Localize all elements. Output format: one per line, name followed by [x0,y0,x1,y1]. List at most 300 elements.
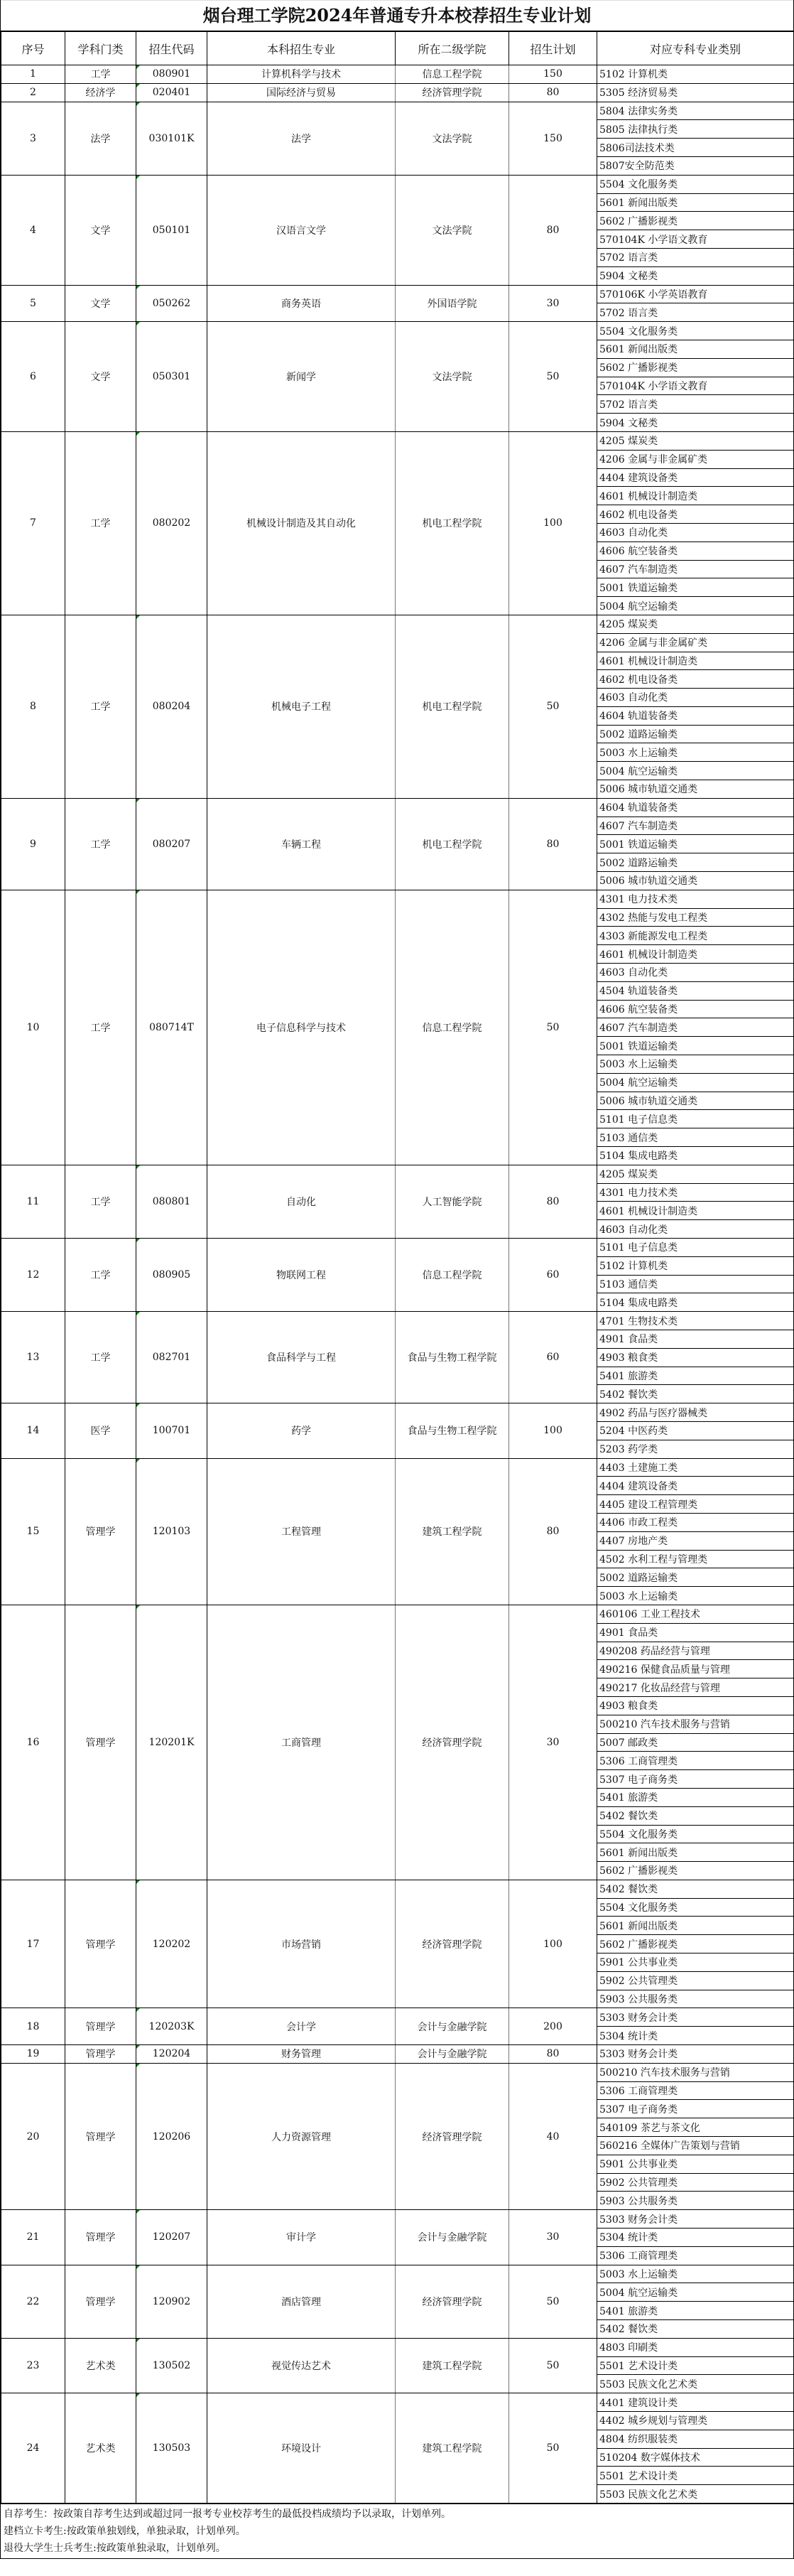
specialty-category: 5204 中医药类 [597,1421,794,1440]
specialty-category: 5805 法律执行类 [597,120,794,139]
row-plan-text: 80 [546,1526,560,1538]
cell-marker-icon [136,615,140,619]
row-major-text: 视觉传达艺术 [271,2361,331,2372]
row-category [65,1165,136,1238]
specialty-category: 5503 民族文化艺术类 [597,2485,794,2504]
specialty-category: 5303 财务会计类 [597,2008,794,2027]
row-college-text: 会计与金融学院 [417,2232,487,2244]
table-row [1,322,794,340]
row-code [136,285,207,322]
row-plan-text: 50 [546,2360,560,2371]
row-number-text: 15 [26,1526,40,1538]
specialty-category: 4205 煤炭类 [597,431,794,450]
row-college-text: 经济管理学院 [422,2131,482,2143]
row-number-text: 9 [30,838,36,850]
row-number-text: 21 [26,2231,40,2243]
row-category [65,798,136,890]
table-header-row [1,31,794,65]
specialty-category: 5306 工商管理类 [597,2081,794,2100]
specialty-category: 4502 水利工程与管理类 [597,1550,794,1568]
row-college [396,615,509,798]
specialty-category: 5602 广播影视类 [597,1935,794,1953]
row-category-text: 管理学 [85,1526,116,1538]
specialty-category: 4603 自动化类 [597,964,794,982]
specialty-category: 500210 汽车技术服务与营销 [597,1715,794,1733]
row-college-text: 经济管理学院 [422,87,482,99]
row-code [136,102,207,175]
row-college [396,890,509,1165]
specialty-category: 490217 化妆品经营与管理 [597,1678,794,1697]
row-category [65,2338,136,2393]
specialty-category: 5002 道路运输类 [597,853,794,872]
cell-marker-icon [136,322,140,325]
row-code-text: 120202 [152,1938,191,1950]
specialty-category: 5002 道路运输类 [597,725,794,743]
row-number-text: 14 [26,1425,40,1437]
specialty-category: 4302 热能与发电工程类 [597,908,794,927]
row-category-text: 艺术类 [85,2361,116,2372]
specialty-category: 5902 公共管理类 [597,2173,794,2192]
row-college-text: 经济管理学院 [422,2296,482,2308]
row-major-text: 车辆工程 [281,839,321,851]
row-number-text: 19 [26,2048,40,2060]
row-college-text: 外国语学院 [427,298,477,310]
specialty-category: 5103 通信类 [597,1128,794,1147]
specialty-category: 560216 全媒体广告策划与营销 [597,2137,794,2155]
table-row [1,2045,794,2064]
specialty-category: 5001 铁道运输类 [597,1037,794,1055]
row-number [1,1880,65,2008]
specialty-category: 4701 生物技术类 [597,1312,794,1330]
row-major-text: 汉语言文学 [276,225,326,237]
row-category [65,1880,136,2008]
row-college [396,2008,509,2045]
row-number-text: 18 [26,2020,40,2032]
specialty-category: 5103 通信类 [597,1275,794,1293]
row-code-text: 050101 [152,224,191,236]
row-college [396,431,509,615]
row-number [1,2338,65,2393]
row-plan [509,175,597,285]
row-number-text: 23 [26,2360,40,2371]
row-number [1,2045,65,2064]
specialty-category: 5004 航空运输类 [597,2283,794,2302]
row-number [1,1605,65,1880]
specialty-category: 4206 金属与非金属矿类 [597,450,794,468]
specialty-category: 5002 道路运输类 [597,1568,794,1587]
row-number [1,2265,65,2338]
row-code-text: 082701 [152,1352,191,1364]
row-college [396,2338,509,2393]
specialty-category: 5602 广播影视类 [597,212,794,230]
specialty-category: 4803 印刷类 [597,2338,794,2356]
table-row [1,1165,794,1183]
row-category-text: 管理学 [85,2296,116,2308]
row-college-text: 会计与金融学院 [417,2021,487,2033]
specialty-category: 4206 金属与非金属矿类 [597,633,794,652]
table-row [1,431,794,450]
specialty-category: 510204 数字媒体技术 [597,2448,794,2467]
row-plan-text: 50 [546,2442,560,2454]
row-code [136,798,207,890]
row-major-text: 电子信息科学与技术 [256,1022,346,1034]
row-major-text: 审计学 [286,2232,316,2244]
row-number-text: 3 [30,132,36,144]
row-college-text: 建筑工程学院 [422,2443,482,2455]
row-plan [509,1239,597,1312]
specialty-category: 5807安全防范类 [597,156,794,175]
specialty-category: 4604 轨道装备类 [597,706,794,725]
row-plan [509,1458,597,1605]
row-category-text: 文学 [90,225,111,237]
specialty-category: 5904 文秘类 [597,414,794,432]
row-major [207,2045,396,2064]
specialty-category: 5102 计算机类 [597,65,794,84]
specialty-category: 4901 食品类 [597,1330,794,1348]
specialty-category: 4205 煤炭类 [597,615,794,633]
row-major-text: 自动化 [286,1196,316,1208]
row-number-text: 4 [30,224,36,236]
row-code [136,2008,207,2045]
cell-marker-icon [136,2339,140,2342]
row-number-text: 6 [30,371,36,383]
specialty-category: 5503 民族文化艺术类 [597,2375,794,2393]
row-college [396,2393,509,2504]
row-plan [509,2338,597,2393]
row-code [136,2210,207,2265]
row-category-text: 工学 [90,839,111,851]
specialty-category: 5702 语言类 [597,395,794,414]
row-category [65,615,136,798]
row-plan-text: 30 [546,297,560,309]
row-major [207,1458,396,1605]
specialty-category: 5101 电子信息类 [597,1239,794,1257]
row-number-text: 24 [26,2442,40,2454]
specialty-category: 4401 建筑设计类 [597,2393,794,2412]
specialty-category: 5303 财务会计类 [597,2045,794,2064]
row-number [1,615,65,798]
row-major [207,1605,396,1880]
table-row [1,2210,794,2229]
row-category [65,322,136,432]
row-code [136,890,207,1165]
row-college [396,102,509,175]
specialty-category: 540109 茶艺与茶文化 [597,2118,794,2137]
row-category-text: 管理学 [85,1939,116,1951]
row-plan [509,1312,597,1403]
row-plan [509,2393,597,2504]
row-major [207,83,396,102]
footer-note: 自荐考生：按政策自荐考生达到或超过同一报考专业校荐考生的最低投档成绩均予以录取，计划单列。 [4,2508,451,2520]
row-number [1,1239,65,1312]
row-major [207,322,396,432]
row-category [65,102,136,175]
cell-marker-icon [136,890,140,894]
row-major [207,890,396,1165]
row-number [1,322,65,432]
row-plan-text: 80 [546,87,560,99]
specialty-category: 4403 土建施工类 [597,1458,794,1477]
specialty-category: 5007 邮政类 [597,1733,794,1752]
specialty-category: 5401 旅游类 [597,2302,794,2320]
row-college-text: 经济管理学院 [422,1737,482,1749]
specialty-category: 4603 自动化类 [597,1220,794,1239]
row-major [207,2338,396,2393]
specialty-category: 4604 轨道装备类 [597,798,794,817]
row-code-text: 080202 [152,517,191,529]
cell-marker-icon [136,1459,140,1462]
table-row [1,285,794,303]
row-major-text: 法学 [291,133,311,145]
specialty-category: 5602 广播影视类 [597,1862,794,1880]
row-category-text: 管理学 [85,2232,116,2244]
row-number-text: 2 [30,87,36,99]
row-plan-text: 50 [546,1021,560,1033]
table-row [1,65,794,84]
row-category [65,2393,136,2504]
table-row [1,798,794,817]
specialty-category: 4205 煤炭类 [597,1165,794,1183]
row-category [65,175,136,285]
specialty-category: 5901 公共事业类 [597,2155,794,2173]
row-category-text: 管理学 [85,2021,116,2033]
row-number [1,102,65,175]
specialty-category: 4603 自动化类 [597,689,794,707]
row-college-text: 机电工程学院 [422,701,482,713]
row-major-text: 食品科学与工程 [266,1352,336,1364]
row-major [207,65,396,84]
table-row [1,1312,794,1330]
specialty-category: 570106K 小学英语教育 [597,285,794,303]
header-major: 本科招生专业 [207,31,396,65]
specialty-category: 5304 统计类 [597,2027,794,2045]
specialty-category: 5006 城市轨道交通类 [597,1092,794,1110]
cell-marker-icon [136,432,140,436]
row-category [65,1312,136,1403]
specialty-category: 5602 广播影视类 [597,358,794,377]
specialty-category: 5806司法技术类 [597,139,794,157]
row-code-text: 130503 [152,2442,191,2454]
row-plan-text: 60 [546,1269,560,1281]
cell-marker-icon [136,1312,140,1315]
row-plan [509,102,597,175]
row-number [1,65,65,84]
row-category [65,1605,136,1880]
row-code [136,1880,207,2008]
row-plan [509,1403,597,1458]
row-plan [509,2008,597,2045]
row-major [207,2210,396,2265]
row-code-text: 080207 [152,838,191,850]
specialty-category: 5003 水上运输类 [597,2265,794,2283]
row-college [396,798,509,890]
specialty-category: 5003 水上运输类 [597,1587,794,1605]
specialty-category: 4603 自动化类 [597,523,794,541]
row-category [65,890,136,1165]
specialty-category: 4903 粮食类 [597,1348,794,1367]
row-plan-text: 200 [543,2020,562,2032]
page-title: 烟台理工学院2024年普通专升本校荐招生专业计划 [1,0,793,31]
specialty-category: 4601 机械设计制造类 [597,945,794,964]
specialty-category: 4901 食品类 [597,1623,794,1642]
row-category [65,2008,136,2045]
row-plan-text: 150 [543,68,562,80]
row-major [207,2008,396,2045]
specialty-category: 5001 铁道运输类 [597,578,794,597]
row-major-text: 新闻学 [286,372,316,384]
row-category-text: 医学 [90,1426,111,1438]
specialty-category: 4404 建筑设备类 [597,1477,794,1495]
cell-marker-icon [136,2393,140,2397]
specialty-category: 5402 餐饮类 [597,2320,794,2339]
row-number-text: 16 [26,1736,40,1748]
table-row [1,2338,794,2356]
cell-marker-icon [136,2045,140,2049]
row-major-text: 药学 [291,1426,311,1438]
specialty-category: 5306 工商管理类 [597,1752,794,1770]
row-plan-text: 50 [546,371,560,383]
row-number [1,83,65,102]
row-plan-text: 100 [543,517,562,529]
table-row [1,1605,794,1623]
row-plan-text: 80 [546,1195,560,1207]
specialty-category: 4601 机械设计制造类 [597,652,794,670]
row-plan-text: 80 [546,224,560,236]
row-major-text: 市场营销 [281,1939,321,1951]
row-code-text: 120103 [152,1526,191,1538]
row-number-text: 22 [26,2295,40,2307]
row-code-text: 120203K [148,2020,195,2032]
row-code [136,2063,207,2209]
specialty-category: 5304 统计类 [597,2229,794,2247]
cell-marker-icon [136,176,140,179]
row-category-text: 管理学 [85,1737,116,1749]
row-number [1,175,65,285]
specialty-category: 5501 艺术设计类 [597,2467,794,2485]
row-code-text: 050262 [152,297,191,309]
table-row [1,2393,794,2412]
row-number [1,2210,65,2265]
specialty-category: 5702 语言类 [597,248,794,266]
specialty-category: 4903 粮食类 [597,1696,794,1715]
footer-notes [1,2504,793,2558]
row-college-text: 文法学院 [432,225,472,237]
row-plan-text: 40 [546,2130,560,2143]
row-code [136,65,207,84]
specialty-category: 500210 汽车技术服务与营销 [597,2063,794,2081]
row-category [65,2063,136,2209]
row-category-text: 管理学 [85,2131,116,2143]
specialty-category: 5702 语言类 [597,303,794,322]
row-number [1,2008,65,2045]
row-code [136,322,207,432]
specialty-category: 4804 纺织服装类 [597,2430,794,2448]
specialty-category: 4607 汽车制造类 [597,817,794,835]
row-major [207,615,396,798]
specialty-category: 4601 机械设计制造类 [597,487,794,505]
row-category [65,2265,136,2338]
specialty-category: 4606 航空装备类 [597,541,794,560]
row-code-text: 100701 [152,1425,191,1437]
specialty-category: 490208 药品经营与管理 [597,1642,794,1660]
table-row [1,2265,794,2283]
row-plan-text: 150 [543,132,562,144]
specialty-category: 4602 机电设备类 [597,670,794,689]
row-plan [509,2063,597,2209]
row-college-text: 信息工程学院 [422,1022,482,1034]
specialty-category: 5402 餐饮类 [597,1880,794,1898]
specialty-category: 490216 保健食品质量与管理 [597,1660,794,1678]
specialty-category: 5102 计算机类 [597,1256,794,1275]
row-plan-text: 30 [546,1736,560,1748]
row-college-text: 食品与生物工程学院 [407,1426,497,1438]
row-number-text: 11 [26,1195,40,1207]
row-college [396,1458,509,1605]
specialty-category: 5401 旅游类 [597,1788,794,1806]
specialty-category: 5004 航空运输类 [597,762,794,780]
row-code [136,1458,207,1605]
cell-marker-icon [136,1403,140,1407]
header-code: 招生代码 [136,31,207,65]
row-code [136,1165,207,1238]
cell-marker-icon [136,799,140,802]
table-row [1,83,794,102]
row-plan [509,890,597,1165]
specialty-category: 5901 公共事业类 [597,1953,794,1972]
cell-marker-icon [136,1605,140,1609]
row-category-text: 艺术类 [85,2443,116,2455]
row-number-text: 5 [30,297,36,309]
specialty-category: 4406 市政工程类 [597,1513,794,1531]
header-specialties: 对应专科专业类别 [597,31,794,65]
specialty-category: 5306 工商管理类 [597,2246,794,2265]
row-number [1,1165,65,1238]
specialty-category: 4301 电力技术类 [597,890,794,908]
row-category-text: 工学 [90,518,111,530]
row-code [136,1239,207,1312]
row-major-text: 环境设计 [281,2443,321,2455]
row-college-text: 经济管理学院 [422,1939,482,1951]
row-code-text: 020401 [152,87,191,99]
cell-marker-icon [136,286,140,289]
row-major-text: 人力资源管理 [271,2131,331,2143]
row-plan [509,2265,597,2338]
row-number [1,1312,65,1403]
row-college-text: 建筑工程学院 [422,1526,482,1538]
row-plan [509,798,597,890]
specialty-category: 5307 电子商务类 [597,1770,794,1789]
specialty-category: 5001 铁道运输类 [597,835,794,853]
specialty-category: 5303 财务会计类 [597,2210,794,2229]
row-category-text: 经济学 [85,87,116,99]
specialty-category: 5504 文化服务类 [597,322,794,340]
row-number [1,1458,65,1605]
header-no: 序号 [1,31,65,65]
specialty-category: 5903 公共服务类 [597,2192,794,2210]
cell-marker-icon [136,2064,140,2067]
row-category-text: 工学 [90,701,111,713]
row-category [65,83,136,102]
row-major [207,2265,396,2338]
row-major [207,1239,396,1312]
row-college [396,322,509,432]
row-plan [509,65,597,84]
header-college: 所在二级学院 [396,31,509,65]
row-plan [509,83,597,102]
table-row [1,1403,794,1422]
row-code-text: 080905 [152,1269,191,1281]
row-code-text: 120206 [152,2130,191,2143]
